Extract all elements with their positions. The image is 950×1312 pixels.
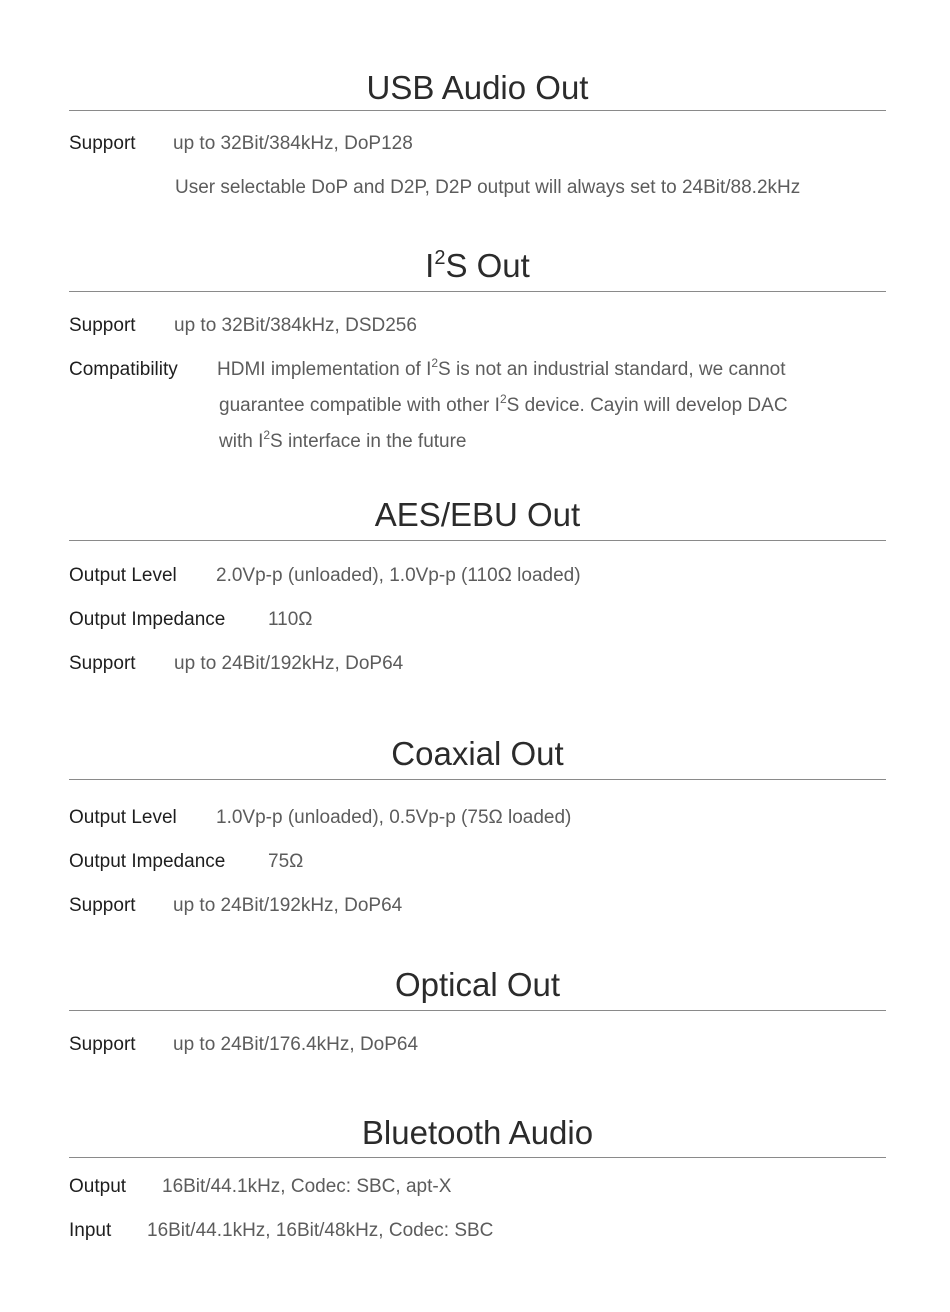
section-title-aes-ebu-out: AES/EBU Out: [374, 496, 581, 533]
spec-label-support: Support: [69, 315, 136, 336]
spec-label-output-impedance: Output Impedance: [69, 851, 226, 872]
spec-label-output-level: Output Level: [69, 807, 177, 828]
section-divider: [69, 110, 886, 111]
spec-value-compatibility-line3: with $I^2S$ interface in the future: [219, 427, 467, 452]
spec-value-support: up to 24Bit/176.4kHz, DoP64: [173, 1034, 419, 1055]
section-divider: [69, 540, 886, 541]
spec-value-output: 16Bit/44.1kHz, Codec: SBC, apt-X: [162, 1176, 452, 1197]
section-divider: [69, 1010, 886, 1011]
spec-label-input: Input: [69, 1220, 112, 1241]
spec-label-output: Output: [69, 1176, 127, 1197]
spec-label-support: Support: [69, 1034, 136, 1055]
spec-value-compatibility-line2: guarantee compatible with other $I^2S$ device. Cayin will develop DAC: [219, 391, 788, 416]
spec-value-support: up to 32Bit/384kHz, DoP128: [173, 133, 413, 154]
spec-label-output-level: Output Level: [69, 565, 177, 586]
section-divider: [69, 1157, 886, 1158]
spec-label-support: Support: [69, 895, 136, 916]
spec-note: User selectable DoP and D2P, D2P output will always set to 24Bit/88.2kHz: [175, 177, 801, 198]
section-title-usb-audio-out: USB Audio Out: [366, 69, 589, 106]
spec-value-compatibility-line1: HDMI implementation of $I^2S$ is not an industrial standard, we cannot: [217, 355, 786, 380]
spec-value-input: 16Bit/44.1kHz, 16Bit/48kHz, Codec: SBC: [147, 1220, 494, 1241]
section-divider: [69, 291, 886, 292]
spec-label-compatibility: Compatibility: [69, 359, 178, 380]
spec-value-output-impedance: 75Ω: [268, 851, 304, 872]
spec-value-support: up to 24Bit/192kHz, DoP64: [174, 653, 404, 674]
section-title-bluetooth-audio: Bluetooth Audio: [361, 1114, 594, 1151]
spec-value-output-level: 1.0Vp-p (unloaded), 0.5Vp-p (75Ω loaded): [216, 807, 572, 828]
spec-value-support: up to 24Bit/192kHz, DoP64: [173, 895, 403, 916]
section-title-coaxial-out: Coaxial Out: [391, 735, 564, 772]
spec-value-output-impedance: 110Ω: [268, 609, 313, 630]
spec-value-support: up to 32Bit/384kHz, DSD256: [174, 315, 417, 336]
spec-label-support: Support: [69, 133, 136, 154]
section-title-i2s-out: $I^2S$ Out: [425, 247, 530, 284]
section-title-optical-out: Optical Out: [394, 966, 561, 1003]
section-divider: [69, 779, 886, 780]
spec-label-output-impedance: Output Impedance: [69, 609, 226, 630]
spec-label-support: Support: [69, 653, 136, 674]
spec-value-output-level: 2.0Vp-p (unloaded), 1.0Vp-p (110Ω loaded): [216, 565, 581, 586]
